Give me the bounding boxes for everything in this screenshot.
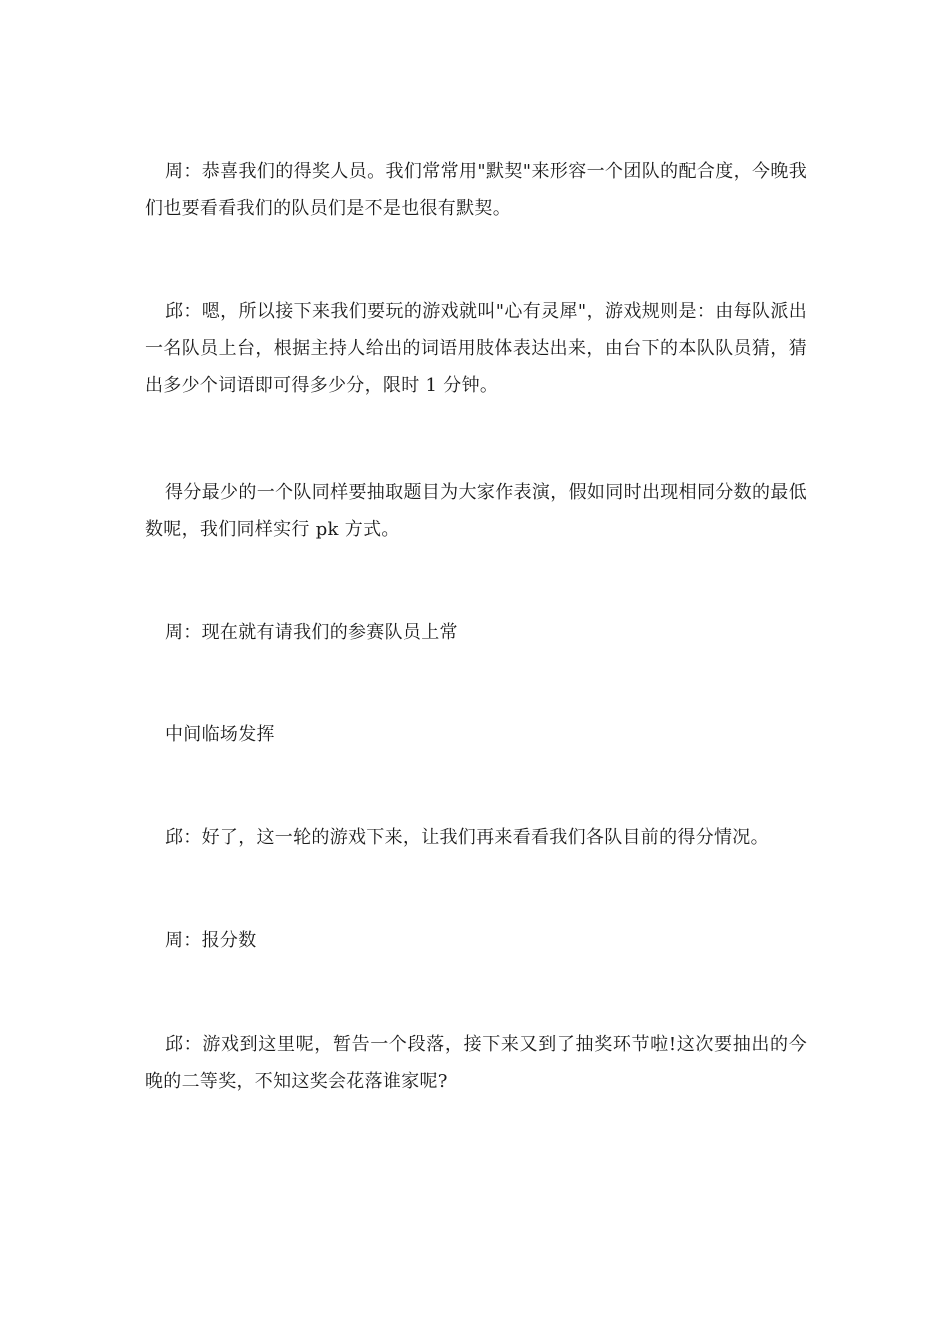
- paragraph-host-zhou-congrats: 周：恭喜我们的得奖人员。我们常常用"默契"来形容一个团队的配合度，今晚我们也要看看我们的队员们是不是也很有默契。: [145, 161, 807, 219]
- paragraph-improvise-note: 中间临场发挥: [165, 724, 275, 745]
- paragraph-lowest-score-rule: 得分最少的一个队同样要抽取题目为大家作表演，假如同时出现相同分数的最低数呢，我们同样实行 pk 方式。: [145, 482, 807, 540]
- paragraph-host-zhou-invite: 周：现在就有请我们的参赛队员上常: [165, 622, 458, 643]
- paragraph-host-qiu-game-rules: 邱：嗯，所以接下来我们要玩的游戏就叫"心有灵犀"，游戏规则是：由每队派出一名队员上台，根据主持人给出的词语用肢体表达出来，由台下的本队队员猜，猜出多少个词语即可得多少分，限时 1 分钟。: [145, 301, 807, 396]
- paragraph-host-qiu-lottery: 邱：游戏到这里呢，暂告一个段落，接下来又到了抽奖环节啦!这次要抽出的今晚的二等奖，不知这奖会花落谁家呢?: [145, 1034, 807, 1092]
- paragraph-host-zhou-report: 周：报分数: [165, 930, 257, 951]
- paragraph-host-qiu-scores: 邱：好了，这一轮的游戏下来，让我们再来看看我们各队目前的得分情况。: [165, 827, 769, 848]
